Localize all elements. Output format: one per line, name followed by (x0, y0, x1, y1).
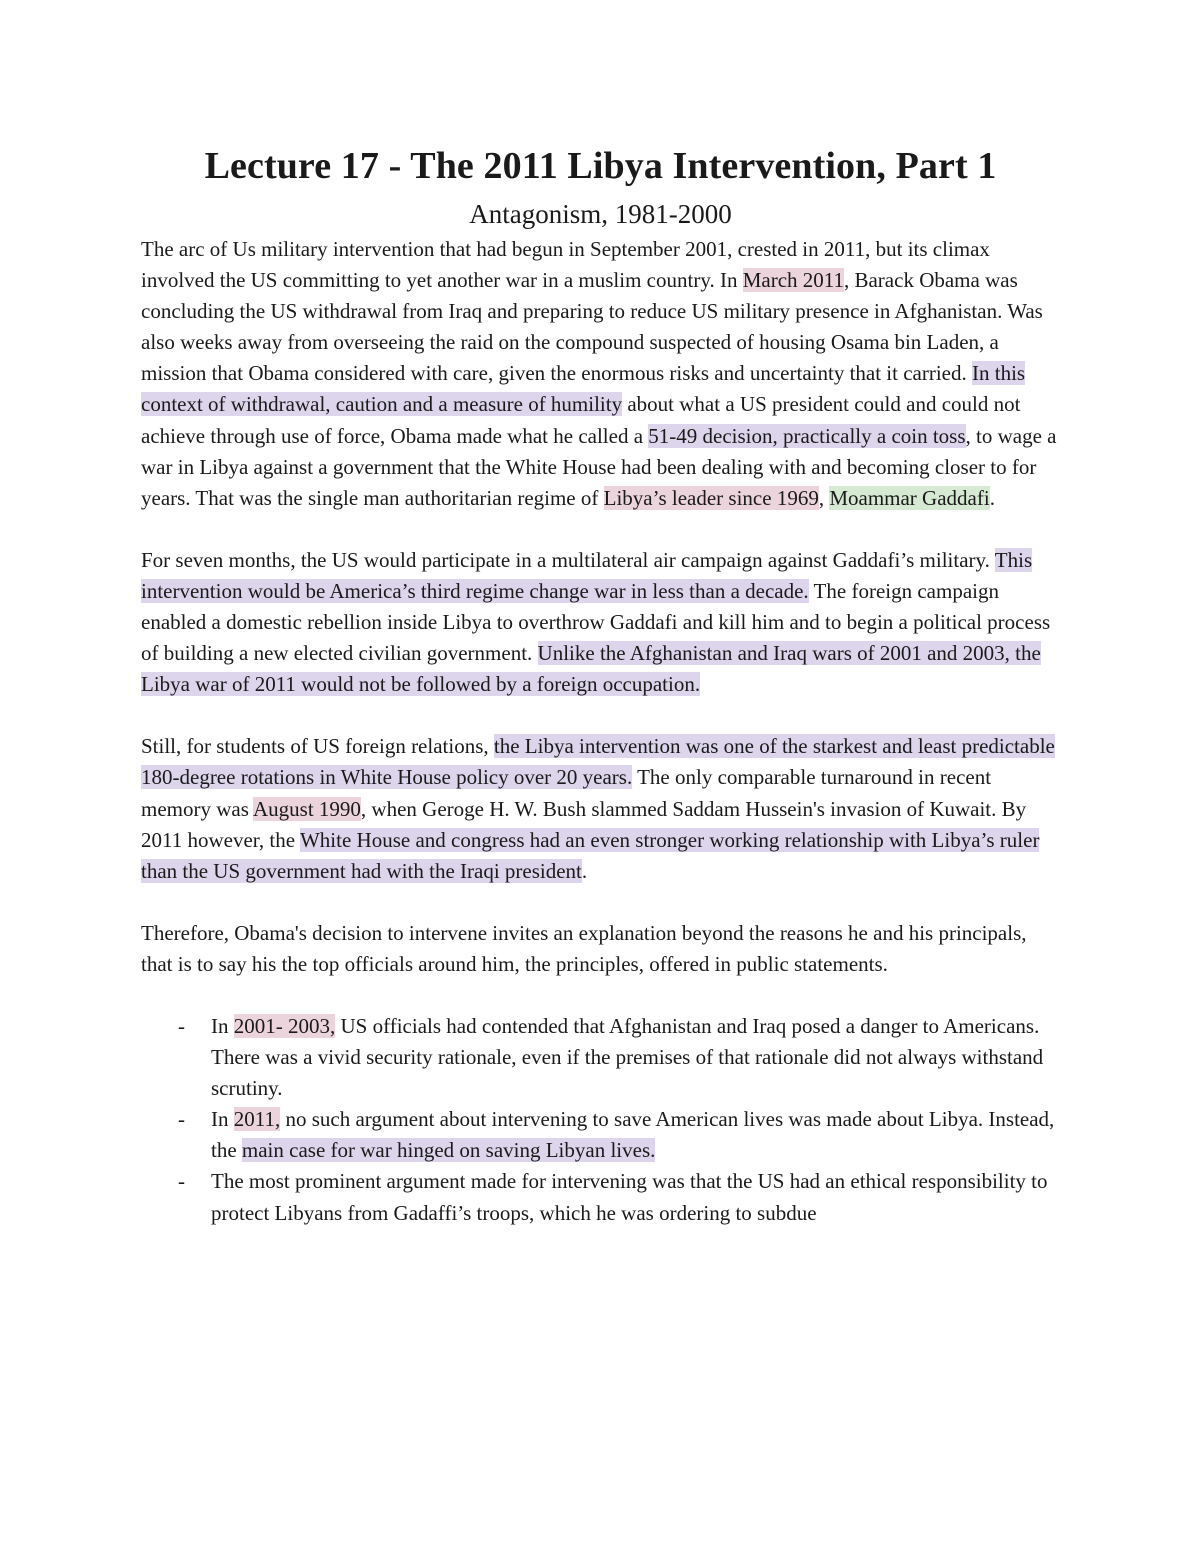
highlighted-text: March 2011 (742, 268, 844, 293)
text-run: US officials had contended that Afghanistan and Iraq posed a danger to Americans. There was a vivid security rationale, even if the premises of that rationale did not always withstand scrutiny. (211, 1013, 1044, 1101)
list-item (178, 1166, 1060, 1228)
highlighted-text: the Libya intervention was one of the starkest and least predictable 180-degree rotations in White House policy over 20 years. (141, 734, 1055, 790)
paragraph (141, 731, 1060, 886)
paragraph (141, 545, 1060, 700)
text-run: . (581, 858, 588, 883)
text-run: In (211, 1013, 234, 1038)
highlighted-text: Unlike the Afghanistan and Iraq wars of 2001 and 2003, the Libya war of 2011 would not be followed by a foreign occupation. (141, 641, 1041, 697)
bullet-list (141, 1011, 1060, 1229)
text-run: Therefore, Obama's decision to intervene invites an explanation beyond the reasons he and his principals, that is to say his the top officials around him, the principles, offered in public statements. (141, 920, 1027, 976)
list-item (178, 1104, 1060, 1166)
paragraph-spacer (141, 514, 1060, 545)
bullet-marker: - (178, 1107, 185, 1132)
text-run: Still, for students of US foreign relations, (141, 734, 494, 759)
page-title: Lecture 17 - The 2011 Libya Intervention, Part 1 (204, 145, 997, 187)
highlighted-text: Moammar Gaddafi (829, 485, 990, 510)
list-item (178, 1011, 1060, 1104)
bullet-marker: - (178, 1169, 185, 1194)
text-run: about what a US president could and could not achieve through use of force, Obama made what he called a (141, 392, 1021, 448)
text-run: , when Geroge H. W. Bush slammed Saddam Hussein's invasion of Kuwait. By 2011 however, the (141, 796, 1027, 852)
text-run: The foreign campaign enabled a domestic rebellion inside Libya to overthrow Gaddafi and kill him and to begin a political process of building a new elected civilian government. (141, 578, 1051, 666)
text-run: For seven months, the US would participate in a multilateral air campaign against Gaddafi’s military. (141, 547, 995, 572)
highlighted-text: August 1990 (252, 796, 361, 821)
text-run: . (989, 485, 995, 510)
body-text (141, 234, 1060, 1011)
text-run: In (211, 1107, 234, 1132)
highlighted-text: 51-49 decision, practically a coin toss (648, 423, 966, 448)
text-run: , Barack Obama was concluding the US withdrawal from Iraq and preparing to reduce US military presence in Afghanistan. Was also weeks away from overseeing the raid on the compound suspected of housing Osama bin Laden, a mission that Obama considered with care, given the enormous risks and uncertainty that it carried. (141, 268, 1043, 386)
highlighted-text: This intervention would be America’s third regime change war in less than a decade. (141, 547, 1033, 603)
section-subtitle: Antagonism, 1981-2000 (469, 199, 732, 229)
text-run: , (818, 485, 830, 510)
highlighted-text: Libya’s leader since 1969 (603, 485, 819, 510)
highlighted-text: main case for war hinged on saving Libyan lives. (241, 1138, 656, 1163)
bullet-marker: - (178, 1013, 185, 1038)
highlighted-text: White House and congress had an even stronger working relationship with Libya’s ruler than the US government had with the Iraqi president (141, 827, 1040, 883)
highlighted-text: In this context of withdrawal, caution and a measure of humility (141, 361, 1026, 417)
highlighted-text: 2001- 2003, (233, 1013, 336, 1038)
paragraph-spacer (141, 700, 1060, 731)
text-run: The most prominent argument made for intervening was that the US had an ethical responsibility to protect Libyans from Gadaffi’s troops, which he was ordering to subdue (211, 1169, 1048, 1225)
text-run: The arc of Us military intervention that had begun in September 2001, crested in 2011, but its climax involved the US committing to yet another war in a muslim country. In (141, 237, 990, 293)
text-run: , to wage a war in Libya against a government that the White House had been dealing with and becoming closer to for years. That was the single man authoritarian regime of (141, 423, 1057, 510)
text-run: no such argument about intervening to save American lives was made about Libya. Instead, the (211, 1107, 1055, 1163)
text-run: The only comparable turnaround in recent memory was (141, 765, 992, 821)
paragraph-spacer (141, 980, 1060, 1011)
highlighted-text: 2011, (233, 1107, 281, 1132)
paragraph (141, 918, 1060, 980)
paragraph (141, 234, 1060, 514)
paragraph-spacer (141, 887, 1060, 918)
